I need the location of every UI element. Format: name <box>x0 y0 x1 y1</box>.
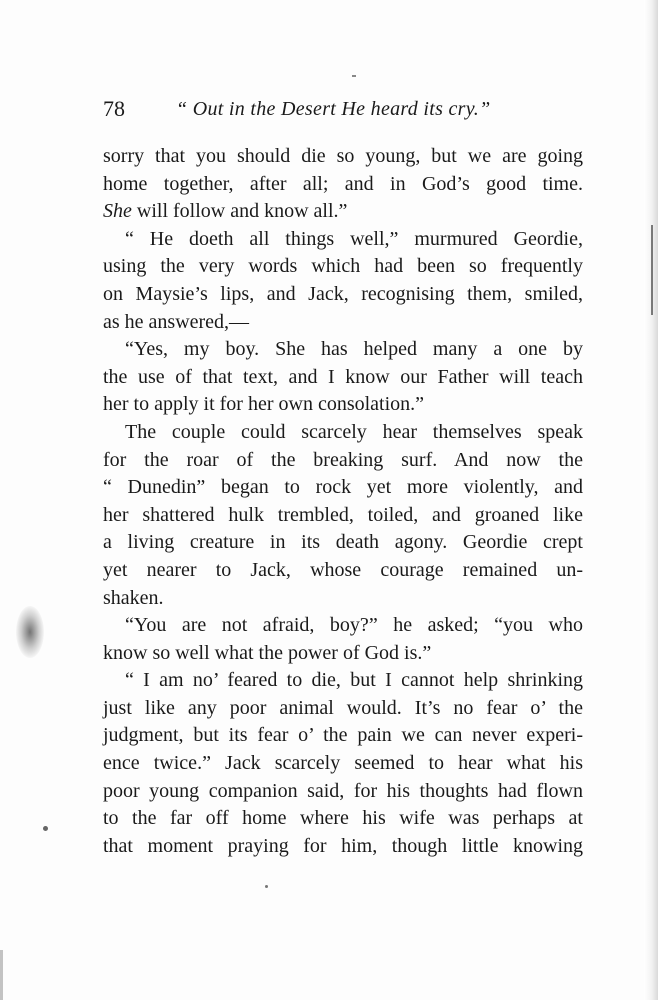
text-line <box>103 778 583 806</box>
line-text: the use of that text, and I know our Father will teach <box>103 365 583 388</box>
text-line <box>103 281 583 309</box>
text-line <box>103 667 583 695</box>
line-text: for the roar of the breaking surf. And now the <box>103 448 583 471</box>
text-line <box>103 640 583 668</box>
line-text: shaken. <box>103 586 164 609</box>
text-line <box>103 309 583 337</box>
page-edge-mark-left <box>0 950 3 1000</box>
line-text: know so well what the power of God is.” <box>103 641 432 664</box>
page-edge-shadow <box>644 0 658 1000</box>
line-text: a living creature in its death agony. Geordie crept <box>103 531 583 554</box>
line-text: that moment praying for him, though little knowing <box>103 834 583 857</box>
text-line <box>103 198 583 226</box>
text-line <box>103 143 583 171</box>
page-header <box>103 94 583 124</box>
text-line <box>103 612 583 640</box>
line-text: home together, after all; and in God’s good time. <box>103 172 583 195</box>
text-line <box>103 722 583 750</box>
line-text: on Maysie’s lips, and Jack, recognising them, smiled, <box>103 282 583 305</box>
line-text: “You are not afraid, boy?” he asked; “you who <box>125 614 583 637</box>
text-line <box>103 226 583 254</box>
text-line <box>103 695 583 723</box>
line-text: to the far off home where his wife was perhaps at <box>103 807 583 830</box>
text-line <box>103 750 583 778</box>
text-line <box>103 391 583 419</box>
line-text: “ I am no’ feared to die, but I cannot help shrinking <box>125 669 583 692</box>
speck <box>352 75 356 77</box>
body-text <box>103 143 583 860</box>
text-line <box>103 336 583 364</box>
text-line <box>103 447 583 475</box>
line-text: “ He doeth all things well,” murmured Geordie, <box>125 227 583 250</box>
line-text: her to apply it for her own consolation.” <box>103 393 425 416</box>
line-text: “ Dunedin” began to rock yet more violently, and <box>103 476 583 499</box>
page-number: 78 <box>103 96 125 121</box>
text-line <box>103 253 583 281</box>
line-text: yet nearer to Jack, whose courage remained un- <box>103 558 583 581</box>
italic-word: She <box>103 200 132 223</box>
text-line <box>103 805 583 833</box>
line-text: poor young companion said, for his thoughts had flown <box>103 779 583 802</box>
text-line <box>103 585 583 613</box>
line-text: will follow and know all.” <box>131 200 348 223</box>
line-text: ence twice.” Jack scarcely seemed to hear what his <box>103 752 583 775</box>
line-text: judgment, but its fear o’ the pain we can never experi- <box>103 724 583 747</box>
running-head: “ Out in the Desert He heard its cry.” <box>176 98 491 120</box>
line-text: The couple could scarcely hear themselves speak <box>125 420 583 443</box>
line-text: using the very words which had been so frequently <box>103 255 583 278</box>
text-line <box>103 474 583 502</box>
line-text: as he answered,— <box>103 310 250 333</box>
text-line <box>103 364 583 392</box>
line-text: just like any poor animal would. It’s no fear o’ the <box>103 696 583 719</box>
line-text: “Yes, my boy. She has helped many a one by <box>125 338 583 361</box>
line-text: her shattered hulk trembled, toiled, and groaned like <box>103 503 583 526</box>
text-line <box>103 419 583 447</box>
speck <box>43 826 48 831</box>
page-edge-mark <box>651 225 653 315</box>
ink-smudge <box>16 606 44 658</box>
speck <box>265 885 268 888</box>
text-line <box>103 529 583 557</box>
text-line <box>103 833 583 861</box>
line-text: sorry that you should die so young, but we are going <box>103 145 583 167</box>
text-line <box>103 502 583 530</box>
text-line <box>103 171 583 199</box>
text-line <box>103 557 583 585</box>
